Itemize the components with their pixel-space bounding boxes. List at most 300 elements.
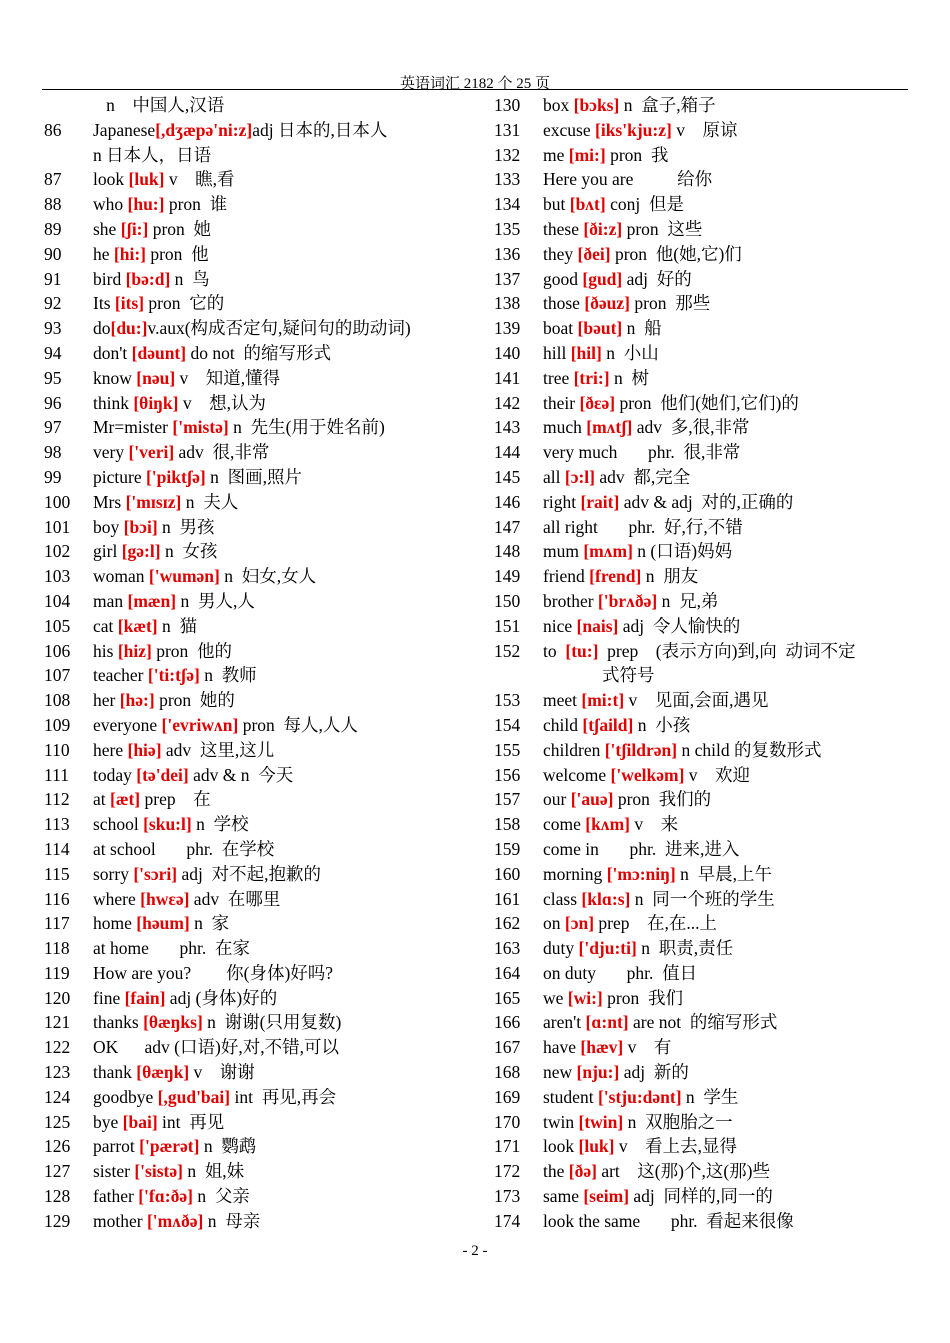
entry-word: welcome xyxy=(543,764,611,785)
entry-phonetic: [bɔks] xyxy=(573,95,620,115)
vocab-entry xyxy=(44,1010,484,1035)
vocab-entry xyxy=(494,242,899,267)
entry-word: he xyxy=(93,243,114,264)
entry-phonetic: [həum] xyxy=(136,913,190,934)
entry-definition: adv 这里,这儿 xyxy=(161,739,275,760)
entry-text xyxy=(93,713,484,738)
entry-number: 156 xyxy=(494,764,521,785)
entry-definition: adj 令人愉快的 xyxy=(618,615,741,636)
entry-phonetic: [frend] xyxy=(589,566,642,587)
vocab-entry xyxy=(494,490,899,515)
entry-phonetic: [gə:l] xyxy=(121,541,161,562)
entry-phonetic: ['dju:ti] xyxy=(578,938,637,959)
entry-definition: n 鸟 xyxy=(170,268,210,289)
entry-word: child xyxy=(543,714,583,735)
entry-number: 142 xyxy=(494,392,521,413)
entry-number: 124 xyxy=(44,1086,71,1107)
entry-number: 99 xyxy=(44,466,62,487)
entry-text xyxy=(543,1134,899,1159)
entry-number: 146 xyxy=(494,491,521,512)
entry-definition: n 职责,责任 xyxy=(636,938,734,959)
entry-text xyxy=(543,564,899,589)
entry-definition: pron 他(她,它)们 xyxy=(610,243,742,264)
vocab-entry xyxy=(44,663,484,688)
entry-word: father xyxy=(93,1186,139,1207)
entry-text xyxy=(543,1085,899,1110)
entry-text xyxy=(93,1184,484,1209)
entry-number: 164 xyxy=(494,962,521,983)
entry-definition: v 看上去,显得 xyxy=(614,1136,737,1157)
entry-phonetic: [sku:l] xyxy=(143,814,192,835)
entry-word: class xyxy=(543,888,582,909)
entry-definition: pron 我 xyxy=(605,144,669,165)
entry-definition: n 男孩 xyxy=(157,516,215,537)
entry-text xyxy=(543,242,899,267)
entry-phonetic: [,gud'bai] xyxy=(157,1086,231,1107)
entry-number: 129 xyxy=(44,1210,71,1231)
entry-definition: adv 很,非常 xyxy=(174,442,270,463)
entry-phonetic: ['welkəm] xyxy=(610,764,685,785)
entry-number: 128 xyxy=(44,1186,71,1207)
entry-definition: n 夫人 xyxy=(181,491,239,512)
vocab-entry xyxy=(44,738,484,763)
entry-word: twin xyxy=(543,1111,579,1132)
entry-word: How are you? 你(身体)好吗? xyxy=(93,962,334,983)
entry-definition: n 小孩 xyxy=(633,714,691,735)
vocab-entry xyxy=(44,688,484,713)
entry-text xyxy=(93,639,484,664)
entry-number: 106 xyxy=(44,640,71,661)
vocab-entry xyxy=(494,118,899,143)
entry-phonetic: [luk] xyxy=(128,169,165,190)
entry-definition: prep (表示方向)到,向 动词不定 xyxy=(598,640,856,661)
entry-text xyxy=(93,242,484,267)
entry-text xyxy=(543,1010,899,1035)
entry-word: come in phr. 进来,进入 xyxy=(543,838,740,859)
entry-phonetic: [bə:d] xyxy=(125,268,171,289)
vocab-entry xyxy=(44,143,484,168)
entry-phonetic: [dəunt] xyxy=(131,342,187,363)
entry-word: very much phr. 很,非常 xyxy=(543,442,741,463)
entry-phonetic: [ðei] xyxy=(577,243,611,264)
entry-text xyxy=(543,639,899,664)
page-number: - 2 - xyxy=(462,1243,488,1259)
vocab-entry xyxy=(494,217,899,242)
entry-phonetic: ['fɑ:ðə] xyxy=(138,1186,193,1207)
entry-phonetic: [bɔi] xyxy=(123,516,158,537)
entry-number xyxy=(494,663,543,688)
vocab-entry xyxy=(44,911,484,936)
entry-number: 116 xyxy=(44,888,70,909)
entry-word: look xyxy=(543,1136,579,1157)
entry-word: cat xyxy=(93,615,118,636)
entry-word: hill xyxy=(543,342,571,363)
entry-definition: n 母亲 xyxy=(203,1210,261,1231)
entry-word: today xyxy=(93,764,137,785)
entry-text xyxy=(93,763,484,788)
entry-number: 97 xyxy=(44,417,62,438)
entry-number: 127 xyxy=(44,1161,71,1182)
entry-text xyxy=(93,291,484,316)
entry-number: 154 xyxy=(494,714,521,735)
entry-definition: n 妇女,女人 xyxy=(219,566,317,587)
entry-definition: pron 它的 xyxy=(144,293,225,314)
entry-text xyxy=(93,961,484,986)
entry-definition: n 先生(用于姓名前) xyxy=(228,417,385,438)
vocab-entry xyxy=(44,1184,484,1209)
entry-phonetic: [,dʒæpə'ni:z] xyxy=(155,119,253,140)
entry-number: 148 xyxy=(494,541,521,562)
entry-word: man xyxy=(93,590,128,611)
entry-word: teacher xyxy=(93,665,148,686)
entry-text xyxy=(93,812,484,837)
entry-number: 145 xyxy=(494,466,521,487)
vocab-entry xyxy=(494,93,899,118)
entry-number: 102 xyxy=(44,541,71,562)
vocab-entry xyxy=(494,564,899,589)
entry-text xyxy=(93,143,484,168)
entry-definition: v 欢迎 xyxy=(684,764,751,785)
entry-text xyxy=(543,614,899,639)
entry-word: sister xyxy=(93,1161,135,1182)
entry-phonetic: [ði:z] xyxy=(583,218,623,239)
entry-word: Its xyxy=(93,293,115,314)
entry-word: our xyxy=(543,789,571,810)
entry-number: 104 xyxy=(44,590,71,611)
entry-phonetic: [hu:] xyxy=(127,194,165,215)
vocab-entry xyxy=(44,316,484,341)
entry-word: n 日本人，日语 xyxy=(93,144,212,165)
entry-text xyxy=(93,663,484,688)
entry-definition: pron 每人,人人 xyxy=(238,714,358,735)
entry-phonetic: [ðεə] xyxy=(579,392,616,413)
entry-definition: n 兄,弟 xyxy=(657,590,719,611)
entry-number xyxy=(44,93,93,118)
entry-definition: n 教师 xyxy=(199,665,257,686)
vocab-entry xyxy=(44,366,484,391)
entry-definition: v.aux(构成否定句,疑问句的助动词) xyxy=(147,318,411,339)
entry-text xyxy=(93,515,484,540)
entry-phonetic: [twin] xyxy=(578,1111,624,1132)
vocab-entry xyxy=(44,515,484,540)
entry-phonetic: ['wumən] xyxy=(148,566,220,587)
entry-phonetic: ['mistə] xyxy=(172,417,229,438)
entry-number: 161 xyxy=(494,888,521,909)
entry-number: 117 xyxy=(44,913,70,934)
entry-definition: prep 在 xyxy=(140,789,211,810)
entry-text xyxy=(93,614,484,639)
entry-number: 133 xyxy=(494,169,521,190)
entry-phonetic: [θæŋks] xyxy=(143,1012,203,1033)
vocab-entry xyxy=(494,1060,899,1085)
vocab-entry xyxy=(494,763,899,788)
entry-phonetic: [nais] xyxy=(576,615,619,636)
entry-phonetic: [hiə] xyxy=(127,739,162,760)
entry-word: thanks xyxy=(93,1012,144,1033)
entry-phonetic: ['ti:tʃə] xyxy=(147,665,200,686)
entry-phonetic: [luk] xyxy=(578,1136,615,1157)
entry-text xyxy=(543,291,899,316)
vocab-entry xyxy=(494,862,899,887)
entry-number xyxy=(44,143,93,168)
vocab-entry xyxy=(494,1110,899,1135)
vocab-entry xyxy=(494,1209,899,1234)
entry-number: 101 xyxy=(44,516,71,537)
entry-definition: n 女孩 xyxy=(160,541,218,562)
entry-number: 91 xyxy=(44,268,62,289)
vocab-entry xyxy=(494,887,899,912)
vocab-entry xyxy=(494,1184,899,1209)
entry-text xyxy=(543,936,899,961)
entry-number: 135 xyxy=(494,218,521,239)
entry-phonetic: ['mɪsɪz] xyxy=(125,491,182,512)
entry-text xyxy=(543,316,899,341)
entry-phonetic: [bai] xyxy=(122,1111,158,1132)
entry-word: 式符号 xyxy=(602,665,655,686)
entry-text xyxy=(93,787,484,812)
entry-text xyxy=(543,465,899,490)
entry-number: 126 xyxy=(44,1136,71,1157)
entry-number: 170 xyxy=(494,1111,521,1132)
entry-word: the xyxy=(543,1161,569,1182)
entry-phonetic: ['tʃildrən] xyxy=(604,739,678,760)
entry-number: 88 xyxy=(44,194,62,215)
entry-definition: adv 都,完全 xyxy=(595,466,691,487)
entry-word: OK adv (口语)好,对,不错,可以 xyxy=(93,1037,339,1058)
vocab-entry xyxy=(44,986,484,1011)
entry-number: 160 xyxy=(494,863,521,884)
entry-definition: n 猫 xyxy=(157,615,198,636)
entry-number: 159 xyxy=(494,838,521,859)
entry-text xyxy=(543,787,899,812)
entry-text xyxy=(93,118,484,143)
vocab-entry xyxy=(494,589,899,614)
entry-definition: n 鹦鹉 xyxy=(199,1136,257,1157)
entry-word: aren't xyxy=(543,1012,586,1033)
vocab-entry xyxy=(494,143,899,168)
entry-text xyxy=(93,391,484,416)
entry-word: on duty phr. 值日 xyxy=(543,962,698,983)
vocab-entry xyxy=(44,961,484,986)
entry-definition: n 家 xyxy=(189,913,230,934)
entry-word: thank xyxy=(93,1062,137,1083)
entry-definition: do not 的缩写形式 xyxy=(186,342,331,363)
entry-word: school xyxy=(93,814,144,835)
vocab-entry xyxy=(44,267,484,292)
vocab-entry xyxy=(44,936,484,961)
entry-word: look xyxy=(93,169,129,190)
entry-phonetic: ['auə] xyxy=(570,789,614,810)
entry-word: fine xyxy=(93,987,125,1008)
entry-text xyxy=(543,515,899,540)
entry-text xyxy=(93,415,484,440)
entry-number: 169 xyxy=(494,1086,521,1107)
entry-word: Japanese xyxy=(93,119,156,140)
entry-text xyxy=(93,1035,484,1060)
entry-definition: n 学生 xyxy=(681,1086,739,1107)
entry-phonetic: ['pærət] xyxy=(139,1136,200,1157)
entry-phonetic: ['stju:dənt] xyxy=(597,1086,682,1107)
vocab-entry xyxy=(44,763,484,788)
entry-word: same xyxy=(543,1186,584,1207)
entry-definition: adv & n 今天 xyxy=(188,764,294,785)
entry-word: have xyxy=(543,1037,581,1058)
entry-text xyxy=(543,167,899,192)
entry-number: 136 xyxy=(494,243,521,264)
entry-word: everyone xyxy=(93,714,162,735)
entry-text xyxy=(543,341,899,366)
entry-word: Mr=mister xyxy=(93,417,173,438)
vocab-entry xyxy=(44,564,484,589)
entry-word: his xyxy=(93,640,118,661)
entry-word: here xyxy=(93,739,128,760)
entry-number: 173 xyxy=(494,1186,521,1207)
entry-number: 125 xyxy=(44,1111,71,1132)
entry-definition: n 男人,人 xyxy=(176,590,255,611)
entry-definition: n 同一个班的学生 xyxy=(630,888,775,909)
entry-definition: n 图画,照片 xyxy=(205,466,302,487)
entry-word: her xyxy=(93,690,120,711)
entry-phonetic: [du:] xyxy=(110,318,148,339)
entry-phonetic: ['veri] xyxy=(128,442,175,463)
vocab-entry xyxy=(494,837,899,862)
entry-word: bye xyxy=(93,1111,123,1132)
entry-phonetic: [bʌt] xyxy=(569,194,606,215)
entry-word: where xyxy=(93,888,141,909)
vocab-entry xyxy=(494,366,899,391)
entry-text xyxy=(93,936,484,961)
entry-word: girl xyxy=(93,541,122,562)
entry-phonetic: ['mɔ:niŋ] xyxy=(606,863,676,884)
vocab-entry xyxy=(494,167,899,192)
entry-number: 119 xyxy=(44,962,70,983)
entry-word: good xyxy=(543,268,583,289)
entry-phonetic: ['sɔri] xyxy=(133,863,178,884)
entry-text xyxy=(543,738,899,763)
vocab-entry xyxy=(494,639,899,664)
entry-word: to xyxy=(543,640,566,661)
vocab-entry xyxy=(44,639,484,664)
entry-definition: pron 她的 xyxy=(154,690,235,711)
vocab-entry xyxy=(44,713,484,738)
entry-word: on xyxy=(543,913,565,934)
entry-number: 89 xyxy=(44,218,62,239)
entry-text xyxy=(93,1085,484,1110)
vocab-entry xyxy=(44,242,484,267)
entry-text xyxy=(543,366,899,391)
vocab-entry xyxy=(44,465,484,490)
entry-number: 150 xyxy=(494,590,521,611)
entry-number: 152 xyxy=(494,640,521,661)
entry-phonetic: [tə'dei] xyxy=(136,764,189,785)
entry-definition: n 双胞胎之一 xyxy=(623,1111,733,1132)
entry-word: she xyxy=(93,218,121,239)
vocab-entry xyxy=(44,391,484,416)
entry-definition: int 再见 xyxy=(157,1111,225,1132)
vocab-entry xyxy=(494,316,899,341)
vocab-entry xyxy=(44,812,484,837)
entry-definition: v 瞧,看 xyxy=(164,169,235,190)
entry-text xyxy=(543,911,899,936)
entry-phonetic: [klɑ:s] xyxy=(581,888,631,909)
entry-phonetic: [ðəuz] xyxy=(584,293,631,314)
entry-definition: conj 但是 xyxy=(605,194,684,215)
entry-phonetic: [hwεə] xyxy=(140,888,190,909)
entry-text xyxy=(93,490,484,515)
vocab-entry xyxy=(44,440,484,465)
entry-number: 158 xyxy=(494,814,521,835)
entry-number: 165 xyxy=(494,987,521,1008)
entry-word: all xyxy=(543,466,565,487)
vocab-entry xyxy=(44,341,484,366)
entry-number: 86 xyxy=(44,119,62,140)
entry-number: 147 xyxy=(494,516,521,537)
entry-word: duty xyxy=(543,938,579,959)
entry-number: 120 xyxy=(44,987,71,1008)
vocab-entry xyxy=(494,936,899,961)
entry-word: but xyxy=(543,194,570,215)
entry-phonetic: [mi:] xyxy=(568,144,606,165)
vocab-entry xyxy=(44,837,484,862)
entry-number: 168 xyxy=(494,1062,521,1083)
entry-definition: v 见面,会面,遇见 xyxy=(624,690,769,711)
entry-number: 137 xyxy=(494,268,521,289)
entry-text xyxy=(543,391,899,416)
entry-phonetic: [θæŋk] xyxy=(136,1062,190,1083)
entry-text xyxy=(93,192,484,217)
entry-text xyxy=(93,688,484,713)
entry-definition: pron 她 xyxy=(148,218,212,239)
entry-phonetic: [kʌm] xyxy=(585,814,630,835)
entry-definition: pron 他的 xyxy=(151,640,233,661)
vocab-entry xyxy=(44,118,484,143)
entry-definition: are not 的缩写形式 xyxy=(628,1012,778,1033)
entry-number: 118 xyxy=(44,938,70,959)
entry-word: brother xyxy=(543,590,598,611)
entry-text xyxy=(543,986,899,1011)
entry-word: Here you are 给你 xyxy=(543,169,713,190)
entry-text xyxy=(93,366,484,391)
entry-phonetic: ['sistə] xyxy=(134,1161,183,1182)
entry-number: 115 xyxy=(44,863,70,884)
vocab-entry xyxy=(44,1209,484,1234)
entry-text xyxy=(543,118,899,143)
entry-text xyxy=(543,763,899,788)
entry-phonetic: [mʌm] xyxy=(583,541,633,562)
entry-word: look the same phr. 看起来很像 xyxy=(543,1210,794,1231)
entry-number: 131 xyxy=(494,119,521,140)
entry-word: mum xyxy=(543,541,584,562)
entry-definition: n 树 xyxy=(609,367,649,388)
entry-number: 172 xyxy=(494,1161,521,1182)
entry-number: 121 xyxy=(44,1012,71,1033)
vocab-entry xyxy=(494,1159,899,1184)
vocab-entry xyxy=(494,539,899,564)
entry-number: 94 xyxy=(44,342,62,363)
vocab-entry xyxy=(44,93,484,118)
entry-number: 162 xyxy=(494,913,521,934)
entry-number: 98 xyxy=(44,442,62,463)
entry-phonetic: [mʌtʃ] xyxy=(586,417,633,438)
entry-word: think xyxy=(93,392,134,413)
entry-number: 139 xyxy=(494,318,521,339)
entry-number: 143 xyxy=(494,417,521,438)
entry-number: 144 xyxy=(494,442,521,463)
entry-definition: pron 我们的 xyxy=(613,789,712,810)
entry-number: 92 xyxy=(44,293,62,314)
entry-number: 166 xyxy=(494,1012,521,1033)
entry-number: 123 xyxy=(44,1062,71,1083)
